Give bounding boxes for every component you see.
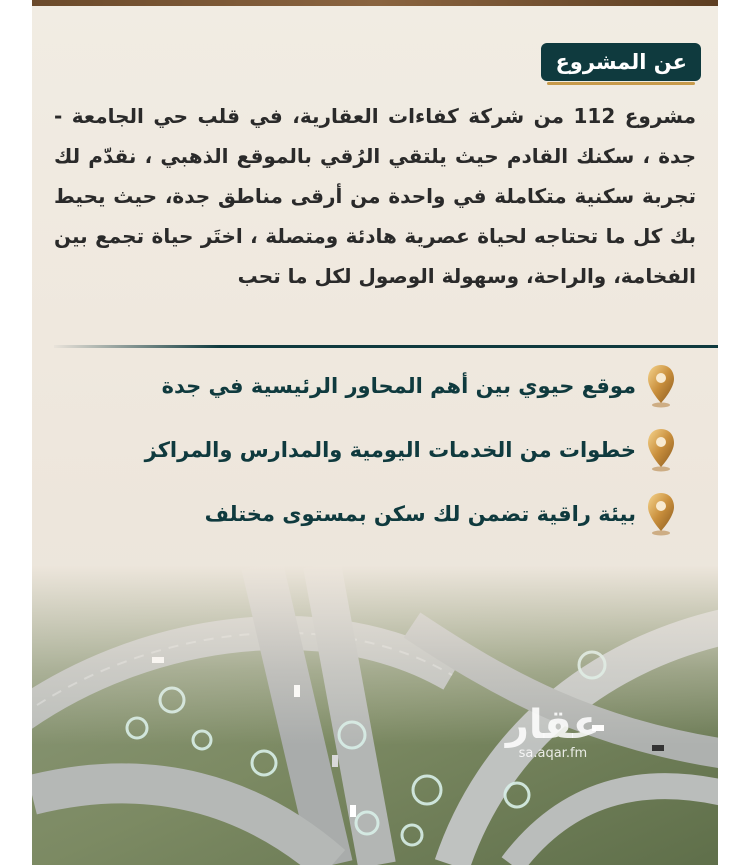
feature-item	[162, 362, 676, 410]
location-pin-icon	[646, 491, 676, 537]
aqar-watermark	[506, 703, 600, 761]
top-photo-strip	[32, 0, 718, 6]
feature-item	[145, 426, 676, 474]
feature-label: خطوات من الخدمات اليومية والمدارس والمراكز	[144, 438, 636, 462]
section-title-badge: عن المشروع	[541, 43, 701, 81]
location-pin-icon	[646, 363, 676, 409]
aerial-highway-photo	[32, 565, 718, 865]
feature-item	[205, 490, 676, 538]
right-margin	[718, 0, 750, 865]
project-description: مشروع 112 من شركة كفاءات العقارية، في قلب حي الجامعة - جدة ، سكنك القادم حيث يلتقي الرُقي بالموقع الذهبي ، نقدّم لك تجربة سكنية متكاملة في واحدة من أرقى مناطق جدة، حيث يحيط بك كل ما تحتاجه لحياة عصرية هادئة ومتصلة ، اختَر حياة تجمع بين الفخامة، والراحة، وسهولة الوصول لكل ما تحب	[54, 104, 696, 288]
watermark-logo: عقار	[505, 702, 600, 748]
feature-label: بيئة راقية تضمن لك سكن بمستوى مختلف	[204, 502, 636, 526]
feature-label: موقع حيوي بين أهم المحاور الرئيسية في جدة	[161, 374, 636, 398]
watermark-url: sa.aqar.fm	[518, 746, 588, 761]
divider-line	[54, 345, 718, 348]
project-poster	[32, 0, 718, 865]
location-pin-icon	[646, 427, 676, 473]
left-margin	[0, 0, 32, 865]
